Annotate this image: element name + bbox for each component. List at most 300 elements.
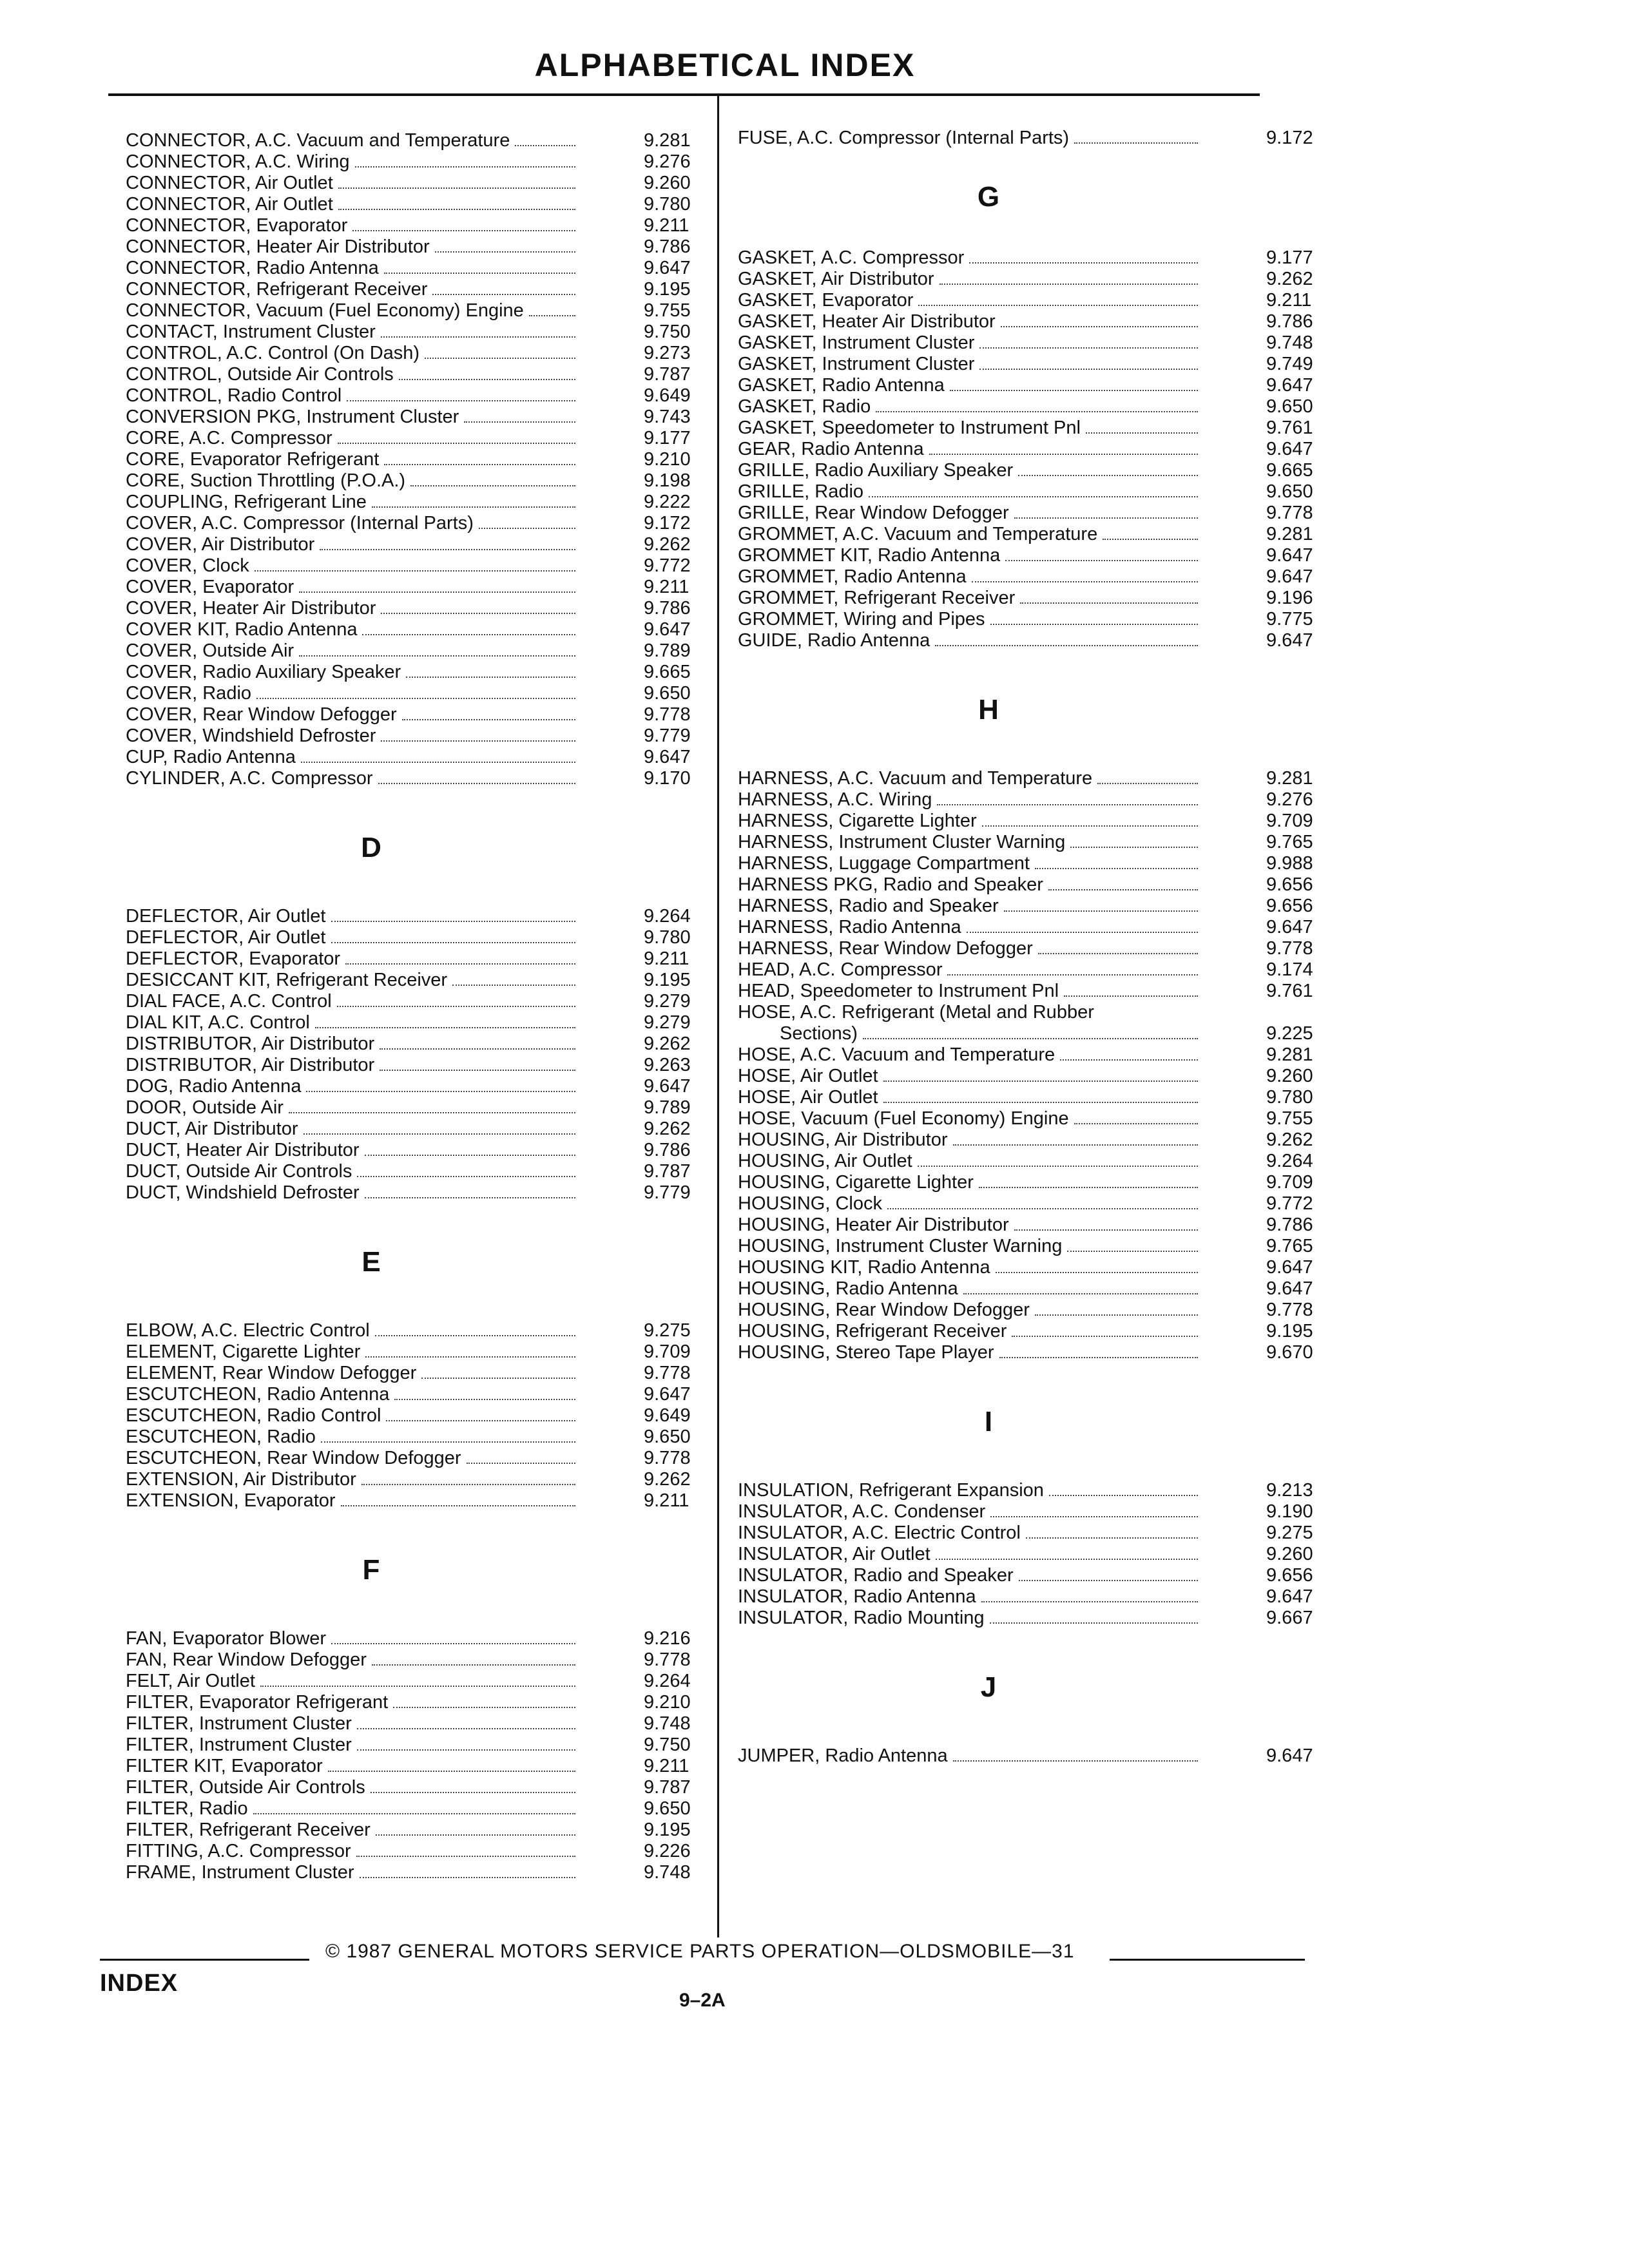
dot-leader [969, 249, 1198, 264]
dot-leader [1097, 770, 1198, 784]
entry-page: 9.647 [1266, 545, 1313, 566]
dot-leader [1074, 1110, 1198, 1124]
index-entry [126, 747, 700, 768]
dot-leader [299, 579, 575, 593]
entry-page: 9.275 [1266, 1523, 1313, 1543]
section-letter-g: G [977, 181, 1000, 213]
entry-name: HARNESS PKG, Radio and Speaker [738, 874, 1043, 895]
entry-page: 9.667 [1266, 1608, 1313, 1628]
entry-page: 9.748 [1266, 332, 1313, 353]
index-entry [126, 1841, 700, 1862]
dot-leader [1018, 462, 1198, 476]
index-entry [738, 1278, 1323, 1300]
entry-page: 9.787 [644, 1777, 691, 1798]
dot-leader [947, 961, 1198, 975]
entry-page: 9.775 [1266, 609, 1313, 629]
dot-leader [365, 1343, 575, 1358]
dot-leader [255, 557, 575, 572]
index-entry [738, 332, 1323, 354]
entry-page: 9.647 [1266, 439, 1313, 459]
entry-page: 9.761 [1266, 981, 1313, 1001]
dot-leader [399, 366, 575, 380]
page-number: 9–2A [679, 1990, 726, 2011]
entry-page: 9.195 [1266, 1321, 1313, 1341]
entry-page: 9.778 [1266, 1300, 1313, 1320]
entry-page: 9.748 [644, 1713, 691, 1734]
index-entry [126, 1182, 700, 1204]
entry-page: 9.273 [644, 343, 691, 363]
index-entry [738, 1565, 1323, 1586]
index-entry [738, 1342, 1323, 1363]
index-entry [126, 428, 700, 449]
index-entry [126, 1384, 700, 1405]
entry-name: CONNECTOR, A.C. Vacuum and Temperature [126, 130, 510, 151]
index-entry [738, 1300, 1323, 1321]
dot-leader [357, 1715, 575, 1729]
index-entry [738, 1193, 1323, 1215]
dot-leader [1004, 898, 1198, 912]
index-entry [738, 768, 1323, 789]
index-entry [738, 375, 1323, 396]
entry-name: DISTRIBUTOR, Air Distributor [126, 1055, 375, 1075]
entry-name: FILTER, Refrigerant Receiver [126, 1820, 371, 1840]
index-entry [126, 258, 700, 279]
entry-name: COVER, Rear Window Defogger [126, 704, 397, 725]
entry-page: 9.772 [644, 555, 691, 576]
dot-leader [372, 494, 575, 508]
index-entry [126, 322, 700, 343]
index-entry [738, 630, 1323, 651]
index-entry [126, 407, 700, 428]
dot-leader [347, 387, 575, 401]
dot-leader [1014, 1216, 1198, 1231]
index-entry [738, 524, 1323, 545]
dot-leader [883, 1068, 1198, 1082]
index-entry [738, 1523, 1323, 1544]
entry-name: INSULATOR, Air Outlet [738, 1544, 930, 1564]
entry-page: 9.647 [644, 747, 691, 767]
index-entry [738, 1501, 1323, 1523]
dot-leader [876, 398, 1198, 412]
dot-leader [937, 791, 1198, 805]
index-entry [126, 130, 700, 151]
entry-name: HARNESS, Radio Antenna [738, 917, 961, 937]
dot-leader [299, 642, 575, 657]
entry-name: COVER, A.C. Compressor (Internal Parts) [126, 513, 474, 533]
dot-leader [1005, 547, 1198, 561]
index-entry [738, 1066, 1323, 1087]
dot-leader [1067, 1238, 1198, 1252]
entry-name: HOSE, Air Outlet [738, 1066, 878, 1086]
entry-name: FAN, Evaporator Blower [126, 1628, 327, 1649]
dot-leader [260, 1673, 575, 1687]
dot-leader [357, 1736, 575, 1751]
entry-page: 9.174 [1266, 959, 1313, 980]
entry-name: COVER KIT, Radio Antenna [126, 619, 358, 640]
index-entry [126, 194, 700, 215]
entry-page: 9.780 [1266, 1087, 1313, 1108]
dot-leader [356, 1843, 575, 1857]
entry-page: 9.778 [644, 704, 691, 725]
entry-name: HOUSING, Clock [738, 1193, 882, 1214]
index-entry [126, 1320, 700, 1341]
entry-name: HARNESS, A.C. Vacuum and Temperature [738, 768, 1093, 789]
entry-page: 9.647 [1266, 630, 1313, 651]
footer-rule-right [1110, 1959, 1305, 1961]
section-letter-j: J [980, 1671, 997, 1703]
entry-page: 9.211 [1266, 290, 1312, 311]
entry-name: COVER, Outside Air [126, 640, 294, 661]
dot-leader [355, 153, 575, 168]
index-entry [126, 300, 700, 322]
entry-page: 9.778 [1266, 503, 1313, 523]
index-entry [126, 1341, 700, 1363]
entry-page: 9.780 [644, 927, 691, 948]
index-entry [126, 555, 700, 577]
index-entry [126, 279, 700, 300]
dot-leader [996, 1259, 1198, 1273]
entry-name: DEFLECTOR, Air Outlet [126, 906, 326, 927]
dot-leader [1060, 1046, 1198, 1061]
entry-name: CONNECTOR, A.C. Wiring [126, 151, 350, 172]
dot-leader [394, 1386, 575, 1400]
dot-leader [393, 1694, 575, 1708]
index-entry [126, 1033, 700, 1055]
entry-page: 9.264 [644, 1671, 691, 1691]
dot-leader [940, 271, 1198, 285]
dot-leader [361, 1471, 575, 1485]
entry-page: 9.264 [1266, 1151, 1313, 1171]
entry-name: GROMMET, Refrigerant Receiver [738, 588, 1016, 608]
dot-leader [869, 483, 1198, 497]
index-entry [738, 1044, 1323, 1066]
dot-leader [1035, 1302, 1198, 1316]
dot-leader [432, 281, 575, 295]
entry-name: GASKET, Instrument Cluster [738, 332, 975, 353]
entry-page: 9.262 [1266, 1129, 1313, 1150]
dot-leader [1064, 983, 1198, 997]
entry-page: 9.786 [1266, 311, 1313, 332]
dot-leader [981, 1588, 1198, 1602]
index-entry [126, 534, 700, 555]
dot-leader [990, 1503, 1198, 1517]
index-entry [126, 704, 700, 726]
dot-leader [1048, 876, 1198, 890]
dot-leader [990, 1610, 1198, 1624]
entry-name: HOUSING KIT, Radio Antenna [738, 1257, 990, 1278]
index-entry [126, 513, 700, 534]
dot-leader [375, 1322, 575, 1336]
entry-name: COVER, Evaporator [126, 577, 294, 597]
entry-page: 9.779 [644, 1182, 691, 1203]
dot-leader [1014, 505, 1198, 519]
index-entry [738, 269, 1323, 290]
entry-name: CUP, Radio Antenna [126, 747, 296, 767]
dot-leader [381, 727, 575, 742]
dot-leader [979, 1174, 1198, 1188]
index-entry [126, 236, 700, 258]
dot-leader [386, 1407, 575, 1421]
dot-leader [380, 1057, 575, 1071]
entry-name: CONVERSION PKG, Instrument Cluster [126, 407, 459, 427]
entry-page: 9.198 [644, 470, 691, 491]
entry-name: HARNESS, Cigarette Lighter [738, 811, 977, 831]
index-entry [738, 460, 1323, 481]
index-entry [738, 1108, 1323, 1129]
index-entry [738, 874, 1323, 896]
dot-leader [381, 323, 575, 338]
entry-page: 9.778 [644, 1363, 691, 1383]
index-entry [738, 1002, 1323, 1023]
entry-page: 9.656 [1266, 874, 1313, 895]
index-entry [738, 1236, 1323, 1257]
section-letter-f: F [362, 1554, 380, 1586]
index-entry [126, 1756, 700, 1777]
entry-name: DUCT, Heater Air Distributor [126, 1140, 360, 1160]
entry-name: CONTACT, Instrument Cluster [126, 322, 376, 342]
entry-page: 9.225 [1266, 1023, 1313, 1044]
dot-leader [381, 600, 575, 614]
entry-page: 9.226 [644, 1841, 691, 1861]
index-entry [126, 1735, 700, 1756]
dot-leader [936, 1546, 1198, 1560]
index-entry [126, 577, 700, 598]
entry-name: GRILLE, Rear Window Defogger [738, 503, 1009, 523]
entry-page: 9.650 [1266, 481, 1313, 502]
dot-leader [1026, 1524, 1198, 1539]
entry-name: INSULATION, Refrigerant Expansion [738, 1480, 1044, 1501]
entry-name: HARNESS, Luggage Compartment [738, 853, 1030, 874]
dot-leader [515, 132, 575, 146]
index-entry [126, 1076, 700, 1097]
entry-name: HOUSING, Radio Antenna [738, 1278, 958, 1299]
dot-leader [289, 1099, 575, 1113]
entry-name: GASKET, Speedometer to Instrument Pnl [738, 418, 1081, 438]
index-entry [738, 354, 1323, 375]
entry-page: 9.778 [1266, 938, 1313, 959]
entry-page: 9.755 [644, 300, 691, 321]
entry-name: HOUSING, Rear Window Defogger [738, 1300, 1030, 1320]
entry-name: DUCT, Outside Air Controls [126, 1161, 352, 1182]
dot-leader [452, 972, 575, 986]
dot-leader [1038, 940, 1198, 954]
entry-page: 9.177 [644, 428, 691, 448]
entry-name: HOUSING, Heater Air Distributor [738, 1215, 1009, 1235]
entry-name: FILTER, Evaporator Refrigerant [126, 1692, 389, 1713]
dot-leader [384, 260, 575, 274]
index-entry [738, 1586, 1323, 1608]
footer-rule-left [100, 1959, 309, 1961]
entry-name: CONTROL, A.C. Control (On Dash) [126, 343, 420, 363]
dot-leader [410, 472, 575, 486]
dot-leader [1001, 313, 1198, 327]
dot-leader [365, 1142, 575, 1156]
index-entry [126, 927, 700, 948]
entry-page: 9.750 [644, 1735, 691, 1755]
entry-page: 9.765 [1266, 1236, 1313, 1256]
dot-leader [982, 812, 1198, 827]
index-entry [738, 1087, 1323, 1108]
entry-name: CORE, Evaporator Refrigerant [126, 449, 380, 470]
index-entry [738, 396, 1323, 418]
entry-page: 9.195 [644, 279, 691, 300]
entry-name: GROMMET, Wiring and Pipes [738, 609, 985, 629]
entry-name: FELT, Air Outlet [126, 1671, 255, 1691]
entry-page: 9.743 [644, 407, 691, 427]
index-entry [126, 492, 700, 513]
entry-name: HARNESS, A.C. Wiring [738, 789, 932, 810]
index-entry [126, 1448, 700, 1469]
entry-page: 9.647 [1266, 1745, 1313, 1766]
dot-leader [378, 770, 575, 784]
entry-name: GASKET, A.C. Compressor [738, 247, 965, 268]
dot-leader [883, 1089, 1198, 1103]
entry-page: 9.656 [1266, 1565, 1313, 1586]
index-entry [738, 128, 1323, 149]
entry-name: DISTRIBUTOR, Air Distributor [126, 1033, 375, 1054]
entry-name: HOSE, A.C. Refrigerant (Metal and Rubber [738, 1002, 1094, 1023]
entry-name: ESCUTCHEON, Radio [126, 1427, 316, 1447]
index-entry [126, 151, 700, 173]
entry-name: COVER, Heater Air Distributor [126, 598, 376, 619]
index-entry [738, 439, 1323, 460]
index-entry [126, 970, 700, 991]
index-entry [738, 1257, 1323, 1278]
entry-name: HOUSING, Air Distributor [738, 1129, 948, 1150]
dot-leader [384, 451, 575, 465]
entry-name: CONNECTOR, Evaporator [126, 215, 348, 236]
entry-page: 9.786 [1266, 1215, 1313, 1235]
dot-leader [315, 1014, 575, 1028]
entry-name: DIAL KIT, A.C. Control [126, 1012, 310, 1033]
dot-leader [887, 1195, 1198, 1209]
entry-name: HOUSING, Cigarette Lighter [738, 1172, 974, 1193]
index-entry [126, 619, 700, 640]
index-entry [738, 311, 1323, 332]
section-letter-e: E [361, 1246, 381, 1278]
dot-leader [863, 1025, 1198, 1039]
dot-leader [1019, 1567, 1198, 1581]
section-letter-d: D [361, 832, 381, 863]
section-letter-i: I [984, 1406, 993, 1437]
entry-page: 9.262 [1266, 269, 1313, 289]
index-entry [738, 811, 1323, 832]
entry-page: 9.778 [644, 1649, 691, 1670]
entry-name: HOUSING, Refrigerant Receiver [738, 1321, 1007, 1341]
dot-leader [421, 1365, 575, 1379]
entry-name: GRILLE, Radio Auxiliary Speaker [738, 460, 1014, 481]
index-entry [738, 1321, 1323, 1342]
dot-leader [320, 536, 575, 550]
dot-leader [376, 1821, 575, 1836]
entry-page: 9.787 [644, 1161, 691, 1182]
index-entry [126, 640, 700, 662]
entry-page: 9.276 [644, 151, 691, 172]
dot-leader [953, 1131, 1199, 1146]
entry-page: 9.650 [644, 683, 691, 704]
entry-page: 9.211 [644, 1490, 689, 1511]
index-entry [738, 1215, 1323, 1236]
dot-leader [331, 908, 576, 922]
entry-page: 9.216 [644, 1628, 691, 1649]
index-entry [126, 662, 700, 683]
entry-name: GEAR, Radio Antenna [738, 439, 924, 459]
entry-page: 9.761 [1266, 418, 1313, 438]
dot-leader [380, 1035, 575, 1050]
index-entry [126, 1862, 700, 1883]
dot-leader [402, 706, 575, 720]
entry-page: 9.262 [644, 1033, 691, 1054]
index-entry [126, 1671, 700, 1692]
index-entry [126, 768, 700, 789]
index-entry [126, 1777, 700, 1798]
entry-name: HARNESS, Rear Window Defogger [738, 938, 1033, 959]
dot-leader [345, 950, 575, 965]
entry-name: CONTROL, Radio Control [126, 385, 342, 406]
entry-page: 9.211 [644, 948, 689, 969]
entry-page: 9.211 [644, 1756, 689, 1776]
dot-leader [1086, 419, 1198, 434]
entry-page: 9.647 [644, 1384, 691, 1405]
index-entry [126, 1713, 700, 1735]
index-entry [738, 981, 1323, 1002]
entry-page: 9.262 [644, 1119, 691, 1139]
entry-page: 9.276 [1266, 789, 1313, 810]
index-entry [738, 1608, 1323, 1629]
entry-page: 9.786 [644, 1140, 691, 1160]
index-entry [126, 1798, 700, 1820]
entry-name: HOUSING, Instrument Cluster Warning [738, 1236, 1063, 1256]
dot-leader [950, 377, 1198, 391]
entry-page: 9.279 [644, 991, 691, 1012]
entry-name: FILTER, Outside Air Controls [126, 1777, 365, 1798]
dot-leader [328, 1758, 575, 1772]
entry-page: 9.263 [644, 1055, 691, 1075]
entry-name: ESCUTCHEON, Radio Antenna [126, 1384, 390, 1405]
dot-leader [435, 238, 575, 253]
entry-page: 9.275 [644, 1320, 691, 1341]
entry-page: 9.211 [644, 215, 689, 236]
entry-page: 9.262 [644, 1469, 691, 1490]
index-entry [126, 1161, 700, 1182]
index-entry [738, 938, 1323, 959]
index-entry [126, 1649, 700, 1671]
dot-leader [372, 1651, 575, 1666]
dot-leader [464, 408, 575, 423]
entry-page: 9.281 [1266, 1044, 1313, 1065]
entry-page: 9.786 [644, 598, 691, 619]
entry-name: CORE, A.C. Compressor [126, 428, 333, 448]
entry-name: ESCUTCHEON, Rear Window Defogger [126, 1448, 461, 1468]
entry-name: HOSE, Air Outlet [738, 1087, 878, 1108]
index-entry [738, 290, 1323, 311]
index-entry [738, 545, 1323, 566]
index-entry [126, 1628, 700, 1649]
entry-name: HOUSING, Air Outlet [738, 1151, 912, 1171]
index-entry [126, 726, 700, 747]
entry-name: GROMMET, A.C. Vacuum and Temperature [738, 524, 1098, 544]
entry-name: GASKET, Air Distributor [738, 269, 934, 289]
entry-name: GROMMET KIT, Radio Antenna [738, 545, 1001, 566]
dot-leader [371, 1779, 575, 1793]
entry-name: DOOR, Outside Air [126, 1097, 284, 1118]
entry-name: CONNECTOR, Radio Antenna [126, 258, 379, 278]
index-entry [738, 418, 1323, 439]
entry-page: 9.260 [1266, 1544, 1313, 1564]
entry-page: 9.650 [1266, 396, 1313, 417]
index-entry [126, 1012, 700, 1033]
entry-name: HARNESS, Instrument Cluster Warning [738, 832, 1066, 852]
